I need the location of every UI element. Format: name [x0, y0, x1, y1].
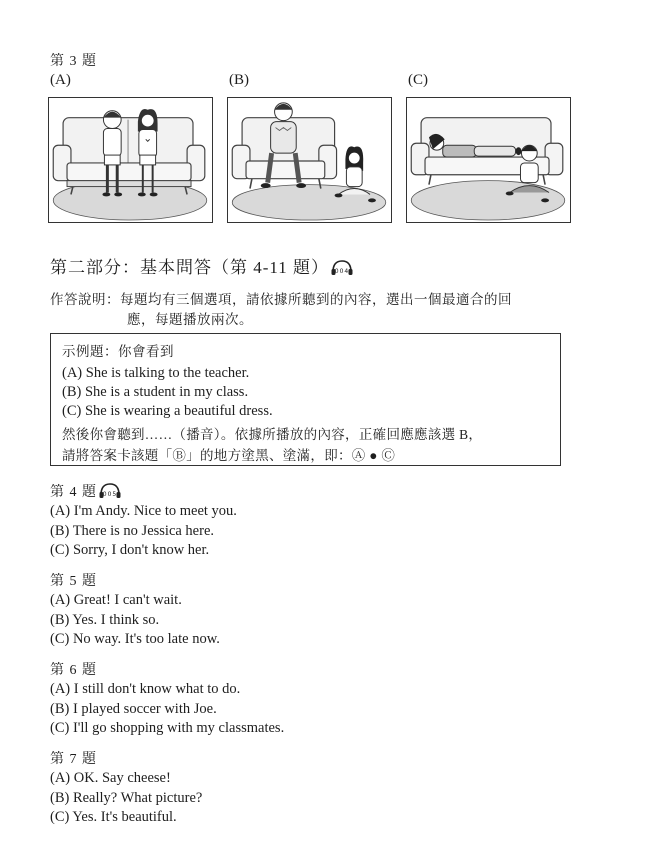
audio-track-number: 004	[334, 268, 350, 275]
picture-c	[406, 97, 571, 223]
section-title	[50, 253, 353, 281]
example-heading: 示例題：你會看到	[62, 344, 174, 359]
question-3-title: 第 3 題	[50, 54, 97, 69]
picture-label-b: (B)	[229, 72, 249, 88]
question-7-options	[50, 769, 202, 828]
instruction-line-2: 應，每題播放兩次。	[127, 312, 253, 327]
question-5-option-b: (B) Yes. I think so.	[50, 611, 160, 628]
question-4-option-b: (B) There is no Jessica here.	[50, 522, 215, 539]
question-4-title	[50, 481, 121, 504]
headphone-audio-icon[interactable]	[99, 483, 121, 504]
audio-track-number: 005	[102, 491, 118, 498]
question-5-title: 第 5 題	[50, 574, 97, 589]
picture-a-illustration	[49, 98, 212, 222]
question-4-option-a: (A) I'm Andy. Nice to meet you.	[50, 503, 237, 519]
question-6-option-a: (A) I still don't know what to do.	[50, 681, 241, 697]
picture-c-illustration	[407, 98, 570, 222]
question-6-option-b: (B) I played soccer with Joe.	[50, 700, 217, 717]
question-7-title: 第 7 題	[50, 752, 97, 767]
example-option-c: (C) She is wearing a beautiful dress.	[62, 403, 273, 419]
picture-b-illustration	[228, 98, 391, 222]
question-7-option-b: (B) Really? What picture?	[50, 789, 203, 806]
section-title-text: 第二部分：基本問答（第 4-11 題）	[50, 258, 330, 277]
picture-a	[48, 97, 213, 223]
example-note-line-2: 請將答案卡該題「Ⓑ」的地方塗黑、塗滿，即：Ⓐ ● Ⓒ	[62, 448, 396, 463]
question-7-option-c: (C) Yes. It's beautiful.	[50, 809, 177, 825]
question-7-option-a: (A) OK. Say cheese!	[50, 770, 171, 786]
question-5-option-c: (C) No way. It's too late now.	[50, 631, 220, 647]
instruction-line-1: 作答說明：每題均有三個選項，請依據所聽到的內容，選出一個最適合的回	[50, 292, 512, 307]
example-option-b: (B) She is a student in my class.	[62, 384, 249, 400]
question-5-options	[50, 591, 220, 650]
question-6-options	[50, 680, 284, 739]
picture-label-a: (A)	[50, 72, 71, 88]
question-5-option-a: (A) Great! I can't wait.	[50, 592, 182, 608]
example-box	[50, 333, 561, 466]
question-6-title: 第 6 題	[50, 663, 97, 678]
question-4-options	[50, 502, 237, 561]
question-4-option-c: (C) Sorry, I don't know her.	[50, 542, 210, 558]
question-6-option-c: (C) I'll go shopping with my classmates.	[50, 720, 285, 736]
example-note-line-1: 然後你會聽到……（播音）。依據所播放的內容，正確回應應該選 B，	[62, 427, 483, 442]
question-4-title-text: 第 4 題	[50, 485, 97, 500]
picture-label-c: (C)	[408, 72, 428, 88]
picture-b	[227, 97, 392, 223]
example-option-a: (A) She is talking to the teacher.	[62, 365, 250, 381]
headphone-audio-icon[interactable]	[331, 260, 353, 281]
